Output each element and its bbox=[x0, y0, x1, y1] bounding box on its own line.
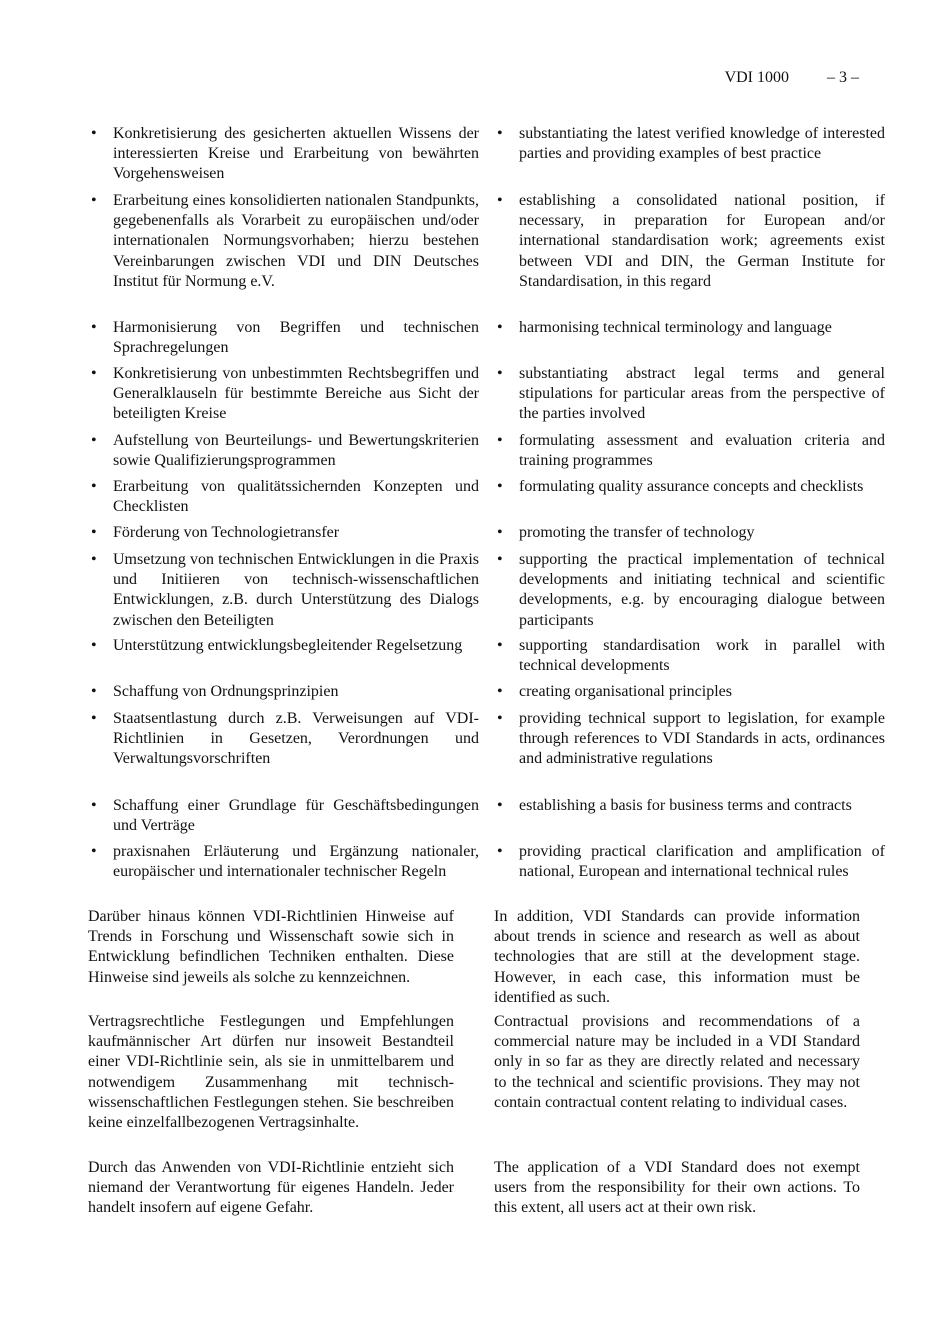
de-bullet-item: • Unterstützung entwicklungsbegleitender Regelsetzung bbox=[88, 636, 479, 656]
en-paragraph: Contractual provisions and recommendations of a commercial nature may be included in a VDI Standard only in so far as they are directly related and necessary to the technical and scientific provisions. They may not contain contractual content relating to individual cases. bbox=[494, 1013, 860, 1111]
de-bullet-item: • Erarbeitung von qualitätssichernden Konzepten und Checklisten bbox=[88, 477, 479, 517]
en-bullet-item: • substantiating the latest verified knowledge of interested parties and providing examples of best practice bbox=[494, 124, 885, 164]
de-bullet-item: • Umsetzung von technischen Entwicklungen in die Praxis und Initiieren von technisch-wissenschaftlichen Entwicklungen, z.B. durch Unterstützung des Dialogs zwischen den Beteiligten bbox=[88, 550, 479, 631]
de-bullet-item: • Schaffung einer Grundlage für Geschäftsbedingungen und Verträge bbox=[88, 796, 479, 836]
en-bullet-item: • providing practical clarification and amplification of national, European and international technical rules bbox=[494, 842, 885, 882]
en-bullet-item: • creating organisational principles bbox=[494, 682, 885, 702]
de-bullet-item: • Erarbeitung eines konsolidierten nationalen Standpunkts, gegebenenfalls als Vorarbeit zu europäischen und/oder internationalen Normungsvorhaben; hierzu bestehen Vereinbarungen zwischen VDI und DIN Deutsches Institut für Normung e.V. bbox=[88, 191, 479, 292]
de-bullet-item: • Staatsentlastung durch z.B. Verweisungen auf VDI-Richtlinien in Gesetzen, Verordnungen und Verwaltungsvorschriften bbox=[88, 709, 479, 770]
en-bullet-item: • formulating assessment and evaluation criteria and training programmes bbox=[494, 431, 885, 471]
en-bullet-item: • establishing a consolidated national position, if necessary, in preparation for European and/or international standardisation work; agreements exist between VDI and DIN, the German Institute for Standardisation, in this regard bbox=[494, 191, 885, 292]
en-bullet-item: • supporting standardisation work in parallel with technical developments bbox=[494, 636, 885, 676]
de-bullet-item: • Harmonisierung von Begriffen und technischen Sprachregelungen bbox=[88, 318, 479, 358]
page-number: – 3 – bbox=[827, 69, 859, 86]
en-bullet-item: • supporting the practical implementation of technical developments and initiating technical and scientific developments, e.g. by encouraging dialogue between participants bbox=[494, 550, 885, 631]
de-bullet-item: • Förderung von Technologietransfer bbox=[88, 523, 479, 543]
de-paragraph: Vertragsrechtliche Festlegungen und Empfehlungen kaufmännischer Art dürfen nur insoweit Bestandteil einer VDI-Richtlinie sein, als sie in unmittelbarem und notwendigem Zusammenhang mit technisch-wissenschaftlichen Festlegungen stehen. Sie beschreiben keine einzelfallbezogenen Vertragsinhalte. bbox=[88, 1013, 454, 1132]
document-number: VDI 1000 bbox=[724, 69, 789, 86]
de-bullet-item: • Schaffung von Ordnungsprinzipien bbox=[88, 682, 479, 702]
en-bullet-item: • establishing a basis for business terms and contracts bbox=[494, 796, 885, 816]
page-header bbox=[725, 68, 859, 88]
de-bullet-item: • Konkretisierung des gesicherten aktuellen Wissens der interessierten Kreise und Erarbeitung von bewährten Vorgehensweisen bbox=[88, 124, 479, 185]
en-bullet-item: • formulating quality assurance concepts and checklists bbox=[494, 477, 885, 497]
de-bullet-item: • Aufstellung von Beurteilungs- und Bewertungskriterien sowie Qualifizierungsprogrammen bbox=[88, 431, 479, 471]
en-paragraph: The application of a VDI Standard does not exempt users from the responsibility for their own actions. To this extent, all users act at their own risk. bbox=[494, 1159, 860, 1217]
en-bullet-item: • providing technical support to legislation, for example through references to VDI Standards in acts, ordinances and administrative regulations bbox=[494, 709, 885, 770]
en-bullet-item: • substantiating abstract legal terms and general stipulations for particular areas from the perspective of the parties involved bbox=[494, 364, 885, 425]
en-bullet-item: • harmonising technical terminology and language bbox=[494, 318, 885, 338]
de-bullet-item: • praxisnahen Erläuterung und Ergänzung nationaler, europäischer und internationaler technischer Regeln bbox=[88, 842, 479, 882]
de-bullet-item: • Konkretisierung von unbestimmten Rechtsbegriffen und Generalklauseln für bestimmte Bereiche aus Sicht der beteiligten Kreise bbox=[88, 364, 479, 425]
en-bullet-item: • promoting the transfer of technology bbox=[494, 523, 885, 543]
en-paragraph: In addition, VDI Standards can provide information about trends in science and research as well as about technologies that are still at the development stage. However, in each case, this information must be identified as such. bbox=[494, 908, 860, 1006]
de-paragraph: Darüber hinaus können VDI-Richtlinien Hinweise auf Trends in Forschung und Wissenschaft sowie sich in Entwicklung befindlichen Techniken enthalten. Diese Hinweise sind jeweils als solche zu kennzeichnen. bbox=[88, 908, 454, 986]
de-paragraph: Durch das Anwenden von VDI-Richtlinie entzieht sich niemand der Verantwortung für eigenes Handeln. Jeder handelt insofern auf eigene Gefahr. bbox=[88, 1159, 454, 1217]
